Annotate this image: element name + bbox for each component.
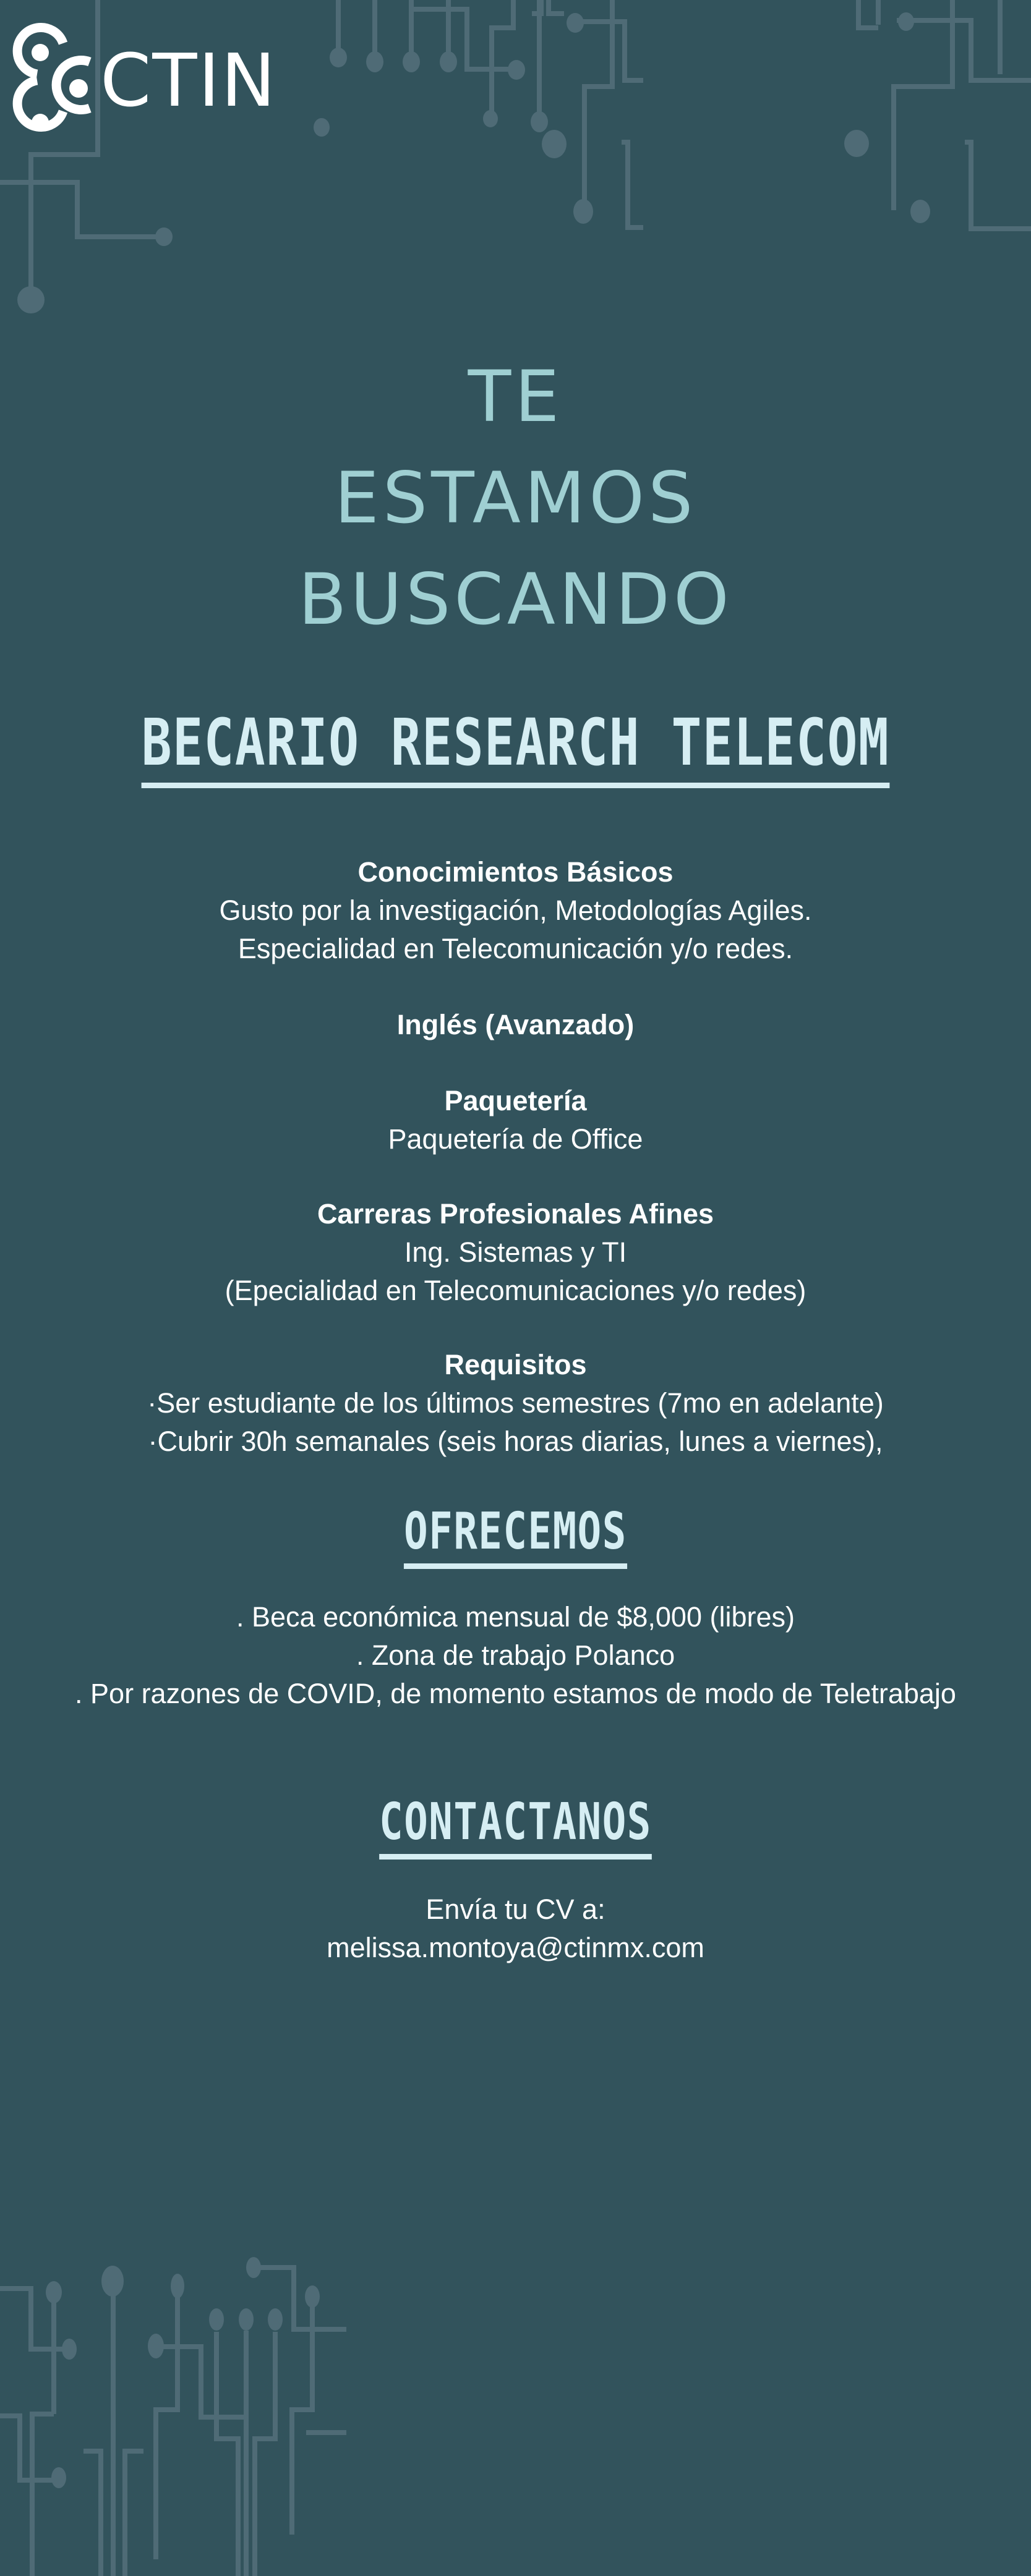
logo-text: CTIN [100, 38, 277, 123]
section-line: ·Cubrir 30h semanales (seis horas diarias, lunes a viernes), [148, 1426, 883, 1457]
section-ingles [0, 1006, 1031, 1044]
job-title: BECARIO RESEARCH TELECOM [113, 705, 917, 780]
contact-label: Envía tu CV a: [426, 1894, 605, 1925]
hero-line: TE [468, 355, 563, 438]
section-paqueteria [0, 1082, 1031, 1158]
offer-heading: OFRECEMOS [113, 1502, 917, 1561]
section-line: Ing. Sistemas y TI [404, 1236, 627, 1268]
offer-item: . Por razones de COVID, de momento estamos de modo de Teletrabajo [75, 1678, 956, 1709]
offer-list [0, 1598, 1031, 1713]
offer-item: . Zona de trabajo Polanco [356, 1639, 675, 1671]
ctin-logo [6, 9, 277, 145]
section-title: Carreras Profesionales Afines [317, 1198, 714, 1230]
hero-title [0, 346, 1031, 650]
offer-item: . Beca económica mensual de $8,000 (libres) [236, 1601, 795, 1633]
section-line: Paquetería de Office [388, 1123, 643, 1155]
section-line: Especialidad en Telecomunicación y/o redes. [237, 933, 794, 964]
hero-line: ESTAMOS [334, 457, 697, 539]
contact-email[interactable]: melissa.montoya@ctinmx.com [327, 1932, 704, 1963]
section-title: Paquetería [444, 1085, 587, 1116]
section-line: (Epecialidad en Telecomunicaciones y/o redes) [225, 1275, 806, 1306]
section-title: Requisitos [444, 1349, 587, 1380]
hero-line: BUSCANDO [298, 558, 733, 640]
section-line: ·Ser estudiante de los últimos semestres (7mo en adelante) [147, 1387, 884, 1419]
section-conocimientos [0, 853, 1031, 968]
ctin-logo-icon [6, 9, 93, 145]
contact-info [0, 1890, 1031, 1967]
section-line: Gusto por la investigación, Metodologías Agiles. [219, 895, 812, 926]
circuit-decoration-bottom [0, 2225, 1031, 2576]
section-carreras [0, 1195, 1031, 1310]
contact-heading: CONTACTANOS [113, 1793, 917, 1851]
section-title: Conocimientos Básicos [357, 856, 674, 888]
section-title: Inglés (Avanzado) [396, 1009, 635, 1040]
section-requisitos [0, 1346, 1031, 1461]
